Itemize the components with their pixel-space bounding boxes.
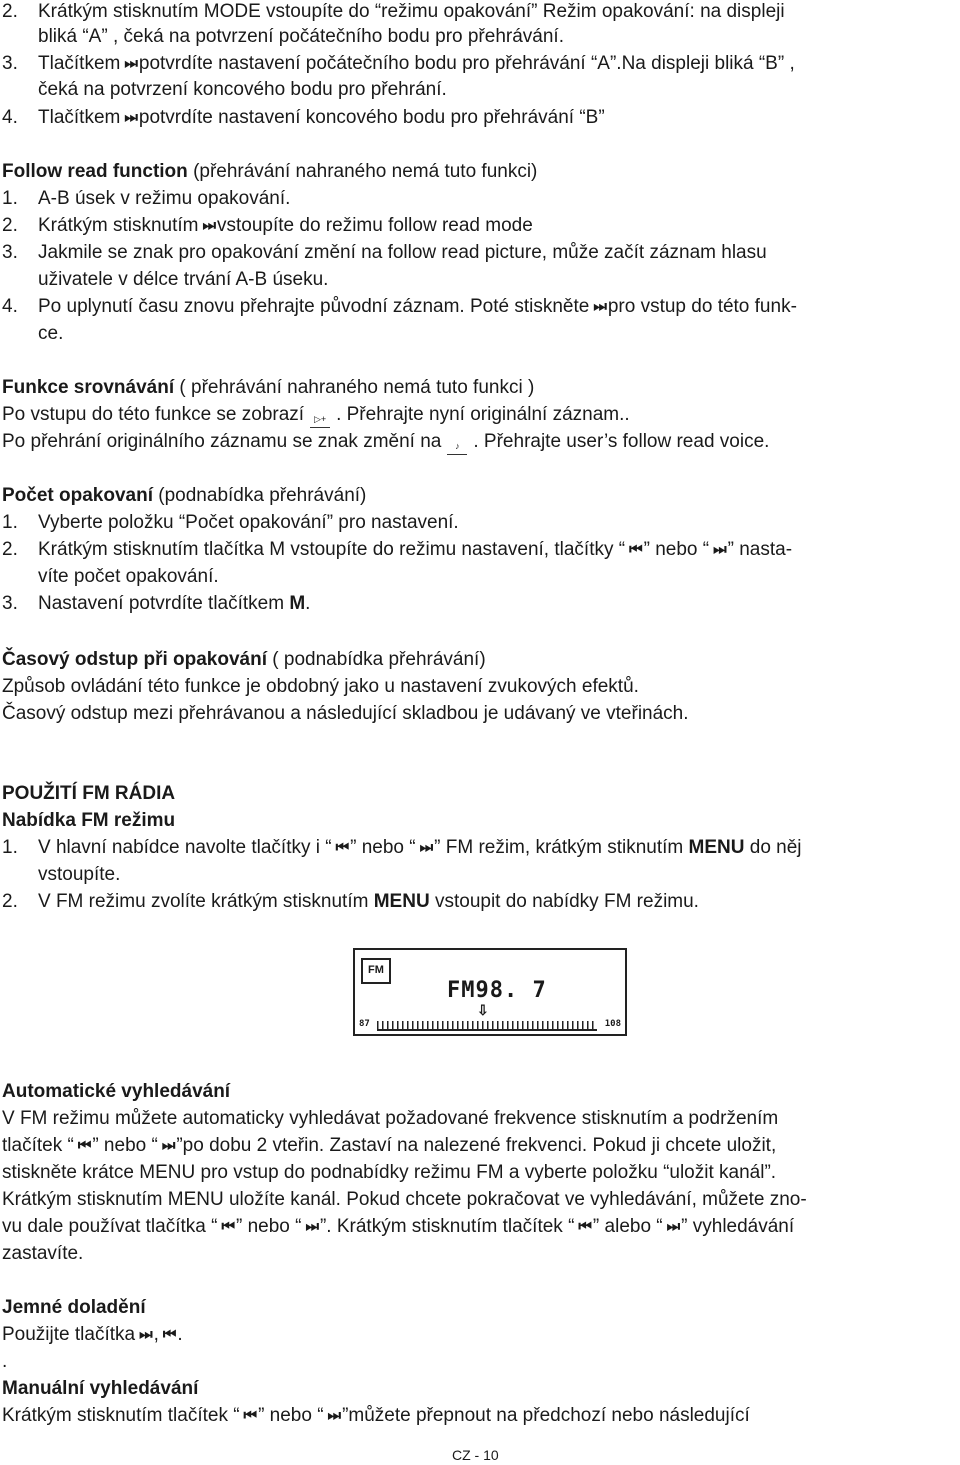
fm-section-heading: POUŽITÍ FM RÁDIA: [2, 783, 176, 804]
auto-line-3: stiskněte krátce MENU pro vstup do podnabídky režimu FM a vyberte položku “uložit kanál”.: [2, 1162, 777, 1183]
prev-icon: ⏮: [243, 1407, 255, 1424]
auto-line-4: Krátkým stisknutím MENU uložíte kanál. Pokud chcete pokračovat ve vyhledávání, můžete zno-: [2, 1189, 807, 1210]
prev-icon: ⏮: [335, 839, 347, 856]
auto-line-5: vu dale používat tlačítka “ ⏮ ” nebo “ ⏭ ”. Krátkým stisknutím tlačítek “ ⏮ ” alebo “ ⏭ ” vyhledávání: [2, 1216, 795, 1237]
next-icon: ⏭: [124, 55, 135, 72]
scale-min: 87: [359, 1019, 370, 1029]
next-icon: ⏭: [713, 541, 724, 558]
compare-line-1: Po vstupu do této funkce se zobrazí ▷+ . Přehrajte nyní originální záznam..: [2, 403, 630, 428]
step-4: 4. Tlačítkem ⏭ potvrdíte nastavení koncového bodu pro přehrávání “B”: [2, 107, 605, 128]
gap-heading: Časový odstup při opakování ( podnabídka přehrávání): [2, 649, 486, 670]
page-number: CZ - 10: [452, 1447, 499, 1463]
follow-step-3: 3. Jakmile se znak pro opakování změní na follow read picture, může začít záznam hlasu: [2, 242, 767, 263]
step-3: 3. Tlačítkem ⏭ potvrdíte nastavení počátečního bodu pro přehrávání “A”.Na displeji bliká “B” ,: [2, 53, 795, 74]
fm-step-1: 1. V hlavní nabídce navolte tlačítky i “ ⏮ ” nebo “ ⏭ ” FM režim, krátkým stiknutím MENU do něj: [2, 837, 802, 858]
fine-tune-heading: Jemné doladění: [2, 1297, 146, 1318]
repeat-count-heading: Počet opakovaní (podnabídka přehrávání): [2, 485, 367, 506]
follow-step-1: 1. A-B úsek v režimu opakování.: [2, 188, 291, 209]
auto-search-heading: Automatické vyhledávání: [2, 1081, 231, 1102]
next-icon: ⏭: [124, 109, 135, 126]
manual-line-1: Krátkým stisknutím tlačítek “ ⏮ ” nebo “ ⏭ ”můžete přepnout na předchozí nebo následující: [2, 1405, 750, 1426]
compare-line-2: Po přehrání originálního záznamu se znak změní na ♪ . Přehrajte user’s follow read voice.: [2, 430, 769, 455]
next-icon: ⏭: [161, 1137, 173, 1154]
repeat-step-2: 2. Krátkým stisknutím tlačítka M vstoupíte do režimu nastavení, tlačítky “ ⏮ ” nebo “ ⏭ ” nasta-: [2, 539, 793, 560]
follow-step-4-cont: ce.: [38, 323, 64, 344]
next-icon: ⏭: [139, 1326, 150, 1343]
stray-dot: .: [2, 1351, 8, 1372]
fine-tune-line: Použijte tlačítka ⏭ , ⏮ .: [2, 1324, 183, 1345]
scale-ticks: [377, 1021, 597, 1031]
follow-step-4: 4. Po uplynutí času znovu přehrajte původní záznam. Poté stiskněte ⏭ pro vstup do této funk-: [2, 296, 797, 317]
ab-repeat-icon: ▷+: [310, 413, 330, 428]
prev-icon: ⏮: [77, 1137, 89, 1154]
next-icon: ⏭: [593, 298, 604, 315]
gap-line-2: Časový odstup mezi přehrávanou a následující skladbou je udávaný ve vteřinách.: [2, 703, 689, 724]
follow-read-icon: ♪: [447, 440, 467, 455]
prev-icon: ⏮: [162, 1326, 174, 1343]
fm-mode-icon: FM: [361, 958, 391, 984]
fm-lcd-display: [353, 948, 627, 1036]
step-2-cont: bliká “A” , čeká na potvrzení počátečního bodu pro přehrávání.: [38, 26, 564, 47]
auto-line-1: V FM režimu můžete automaticky vyhledávat požadované frekvence stisknutím a podržením: [2, 1108, 779, 1129]
compare-heading: Funkce srovnávání ( přehrávání nahraného nemá tuto funkci ): [2, 377, 535, 398]
step-2: 2. Krátkým stisknutím MODE vstoupíte do “režimu opakování” Režim opakování: na displeji: [2, 1, 785, 22]
frequency-scale: [359, 1019, 621, 1031]
fm-step-1-cont: vstoupíte.: [38, 864, 121, 885]
next-icon: ⏭: [202, 217, 213, 234]
manual-search-heading: Manuální vyhledávání: [2, 1378, 199, 1399]
frequency-readout: FM98. 7: [447, 978, 547, 1003]
prev-icon: ⏮: [221, 1218, 232, 1235]
tuning-arrow-icon: ⇩: [477, 1002, 489, 1018]
follow-step-2: 2. Krátkým stisknutím ⏭ vstoupíte do režimu follow read mode: [2, 215, 533, 236]
fm-step-2: 2. V FM režimu zvolíte krátkým stisknutím MENU vstoupit do nabídky FM režimu.: [2, 891, 699, 912]
next-icon: ⏭: [327, 1407, 339, 1424]
repeat-step-2-cont: víte počet opakování.: [38, 566, 219, 587]
repeat-step-1: 1. Vyberte položku “Počet opakování” pro nastavení.: [2, 512, 459, 533]
fm-menu-heading: Nabídka FM režimu: [2, 810, 176, 831]
next-icon: ⏭: [305, 1218, 316, 1235]
scale-max: 108: [604, 1019, 621, 1029]
next-icon: ⏭: [419, 839, 431, 856]
prev-icon: ⏮: [578, 1218, 589, 1235]
auto-line-2: tlačítek “ ⏮ ” nebo “ ⏭ ”po dobu 2 vteřin. Zastaví na nalezené frekvenci. Pokud ji chcete uložit,: [2, 1135, 777, 1156]
gap-line-1: Způsob ovládání této funkce je obdobný jako u nastavení zvukových efektů.: [2, 676, 639, 697]
prev-icon: ⏮: [629, 541, 640, 558]
step-3-cont: čeká na potvrzení koncového bodu pro přehrání.: [38, 79, 447, 100]
next-icon: ⏭: [666, 1218, 678, 1235]
repeat-step-3: 3. Nastavení potvrdíte tlačítkem M.: [2, 593, 311, 614]
auto-line-6: zastavíte.: [2, 1243, 84, 1264]
follow-step-3-cont: uživatele v délce trvání A-B úseku.: [38, 269, 329, 290]
follow-read-heading: Follow read function (přehrávání nahraného nemá tuto funkci): [2, 161, 538, 182]
